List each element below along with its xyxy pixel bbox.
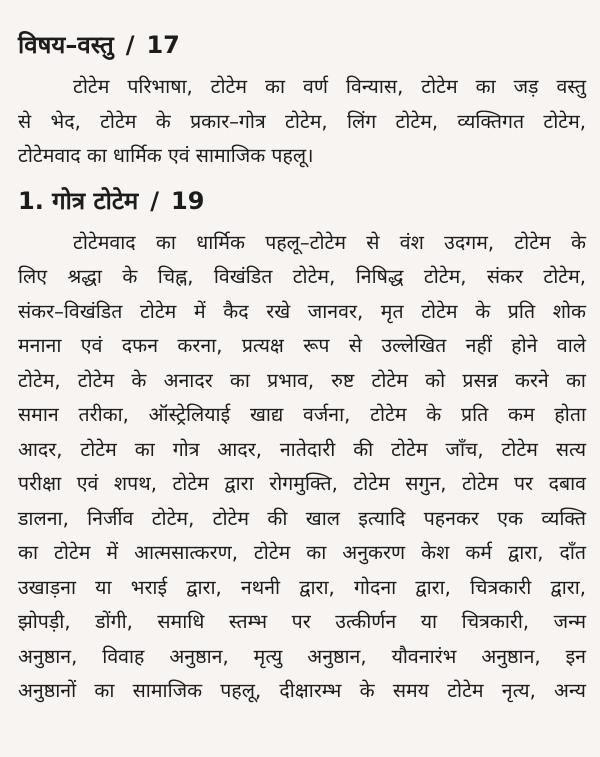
paragraph-line: उखाड़ना या भराई द्वारा, नथनी द्वारा, गोदना द्वारा, चित्रकारी द्वारा, xyxy=(18,575,586,599)
paragraph-line: आदर, टोटेम का गोत्र आदर, नातेदारी की टोटेम जाँच, टोटेम सत्य xyxy=(18,437,586,461)
heading-page-number: 17 xyxy=(146,31,180,59)
section-paragraph xyxy=(18,226,586,709)
paragraph-line: झोपड़ी, डोंगी, समाधि स्तम्भ पर उत्कीर्णन या चित्रकारी, जन्म xyxy=(18,610,586,633)
section-heading xyxy=(18,184,586,218)
heading-separator: / xyxy=(125,31,135,59)
paragraph-line: डालना, निर्जीव टोटेम, टोटेम की खाल इत्यादि पहनकर एक व्यक्ति xyxy=(18,506,586,530)
section-heading xyxy=(18,28,586,62)
paragraph-line: टोटेम परिभाषा, टोटेम का वर्ण विन्यास, टोटेम का जड़ वस्तु xyxy=(73,75,586,98)
paragraph-line: लिए श्रद्धा के चिह्न, विखंडित टोटेम, निषिद्ध टोटेम, संकर टोटेम, xyxy=(18,265,586,288)
paragraph-line: टोटेम, टोटेम के अनादर का प्रभाव, रुष्ट टोटेम को प्रसन्न करने का xyxy=(18,368,586,392)
heading-separator: / xyxy=(150,186,160,215)
paragraph-line: का टोटेम में आत्मसात्करण, टोटेम का अनुकरण केश कर्म द्वारा, दाँत xyxy=(18,541,586,564)
heading-title: 1. गोत्र टोटेम xyxy=(18,186,139,215)
paragraph-line: संकर–विखंडित टोटेम में कैद रखे जानवर, मृत टोटेम के प्रति शोक xyxy=(18,299,586,323)
section-gotra-totem xyxy=(18,184,586,709)
paragraph-line: परीक्षा एवं शपथ, टोटेम द्वारा रोगमुक्ति, टोटेम सगुन, टोटेम पर दबाव xyxy=(18,472,586,495)
heading-page-number: 19 xyxy=(171,186,205,215)
heading-title: विषय–वस्तु xyxy=(18,31,114,59)
section-contents xyxy=(18,28,586,174)
paragraph-line: मनाना एवं दफन करना, प्रत्यक्ष रूप से उल्लेखित नहीं होने वाले xyxy=(18,334,586,357)
section-paragraph xyxy=(18,70,586,174)
paragraph-line: अनुष्ठान, विवाह अनुष्ठान, मृत्यु अनुष्ठान, यौवनारंभ अनुष्ठान, इन xyxy=(18,644,586,668)
paragraph-line: टोटेमवाद का धार्मिक पहलू–टोटेम से वंश उदगम, टोटेम के xyxy=(73,230,586,254)
paragraph-line: टोटेमवाद का धार्मिक एवं सामाजिक पहलू। xyxy=(18,144,314,167)
paragraph-line: अनुष्ठानों का सामाजिक पहलू, दीक्षारम्भ के समय टोटेम नृत्य, अन्य xyxy=(18,679,586,702)
paragraph-line: से भेद, टोटेम के प्रकार–गोत्र टोटेम, लिंग टोटेम, व्यक्तिगत टोटेम, xyxy=(18,109,586,133)
paragraph-line: समान तरीका, ऑस्ट्रेलियाई खाद्य वर्जना, टोटेम के प्रति कम होता xyxy=(18,403,586,426)
